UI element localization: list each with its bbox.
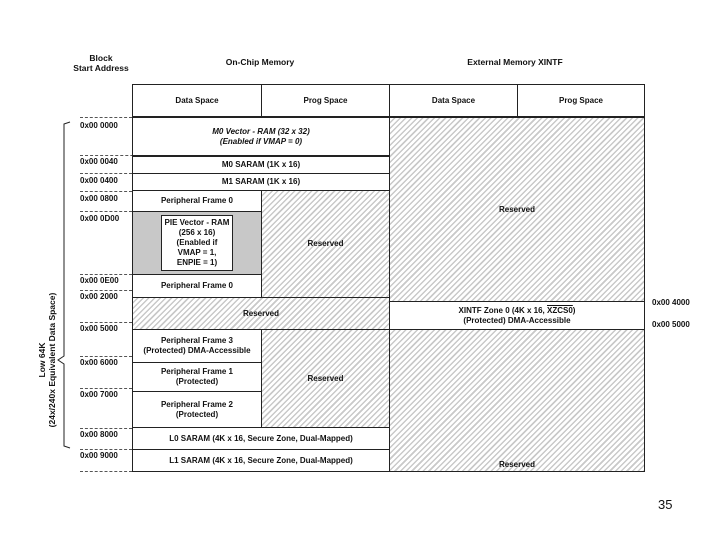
- reserved-prog-block-1: [261, 190, 390, 298]
- external-memory-header: External Memory XINTF: [467, 57, 563, 67]
- address-tick: [80, 428, 132, 429]
- reserved-label: Reserved: [242, 308, 280, 318]
- xintf-zone-0-line-2: (Protected) DMA-Accessible: [463, 315, 571, 325]
- m1-saram-block: M1 SARAM (1K x 16): [132, 173, 390, 191]
- address-label: 0x00 6000: [80, 358, 118, 367]
- address-label: 0x00 8000: [80, 430, 118, 439]
- xintf-zone-0-line-1: [459, 306, 576, 316]
- pie-vector-container: [132, 211, 262, 275]
- prog-space-header: Prog Space: [261, 84, 390, 117]
- address-tick: [80, 117, 132, 118]
- address-label: 0x00 0040: [80, 157, 118, 166]
- ext-reserved-block-1: [389, 117, 645, 302]
- ext-data-space-header: Data Space: [389, 84, 518, 117]
- pie-vector-ram-block: PIE Vector - RAM (256 x 16) (Enabled if VMAP = 1, ENPIE = 1): [161, 215, 234, 271]
- address-label: 0x00 0400: [80, 176, 118, 185]
- xintf-zone-0-text-end: ): [572, 305, 576, 315]
- m0-vector-ram-block: M0 Vector - RAM (32 x 32) (Enabled if VMAP = 0): [132, 117, 390, 156]
- address-label: 0x00 0000: [80, 121, 118, 130]
- address-tick: [80, 191, 132, 192]
- ext-prog-space-header: Prog Space: [517, 84, 645, 117]
- m0-saram-block: M0 SARAM (1K x 16): [132, 156, 390, 174]
- peripheral-frame-1-block: Peripheral Frame 1 (Protected): [132, 362, 262, 392]
- peripheral-frame-2-block: Peripheral Frame 2 (Protected): [132, 391, 262, 428]
- peripheral-frame-3-block: Peripheral Frame 3 (Protected) DMA-Accessible: [132, 329, 262, 363]
- xzcs0-signal: XZCS0: [547, 305, 573, 315]
- reserved-prog-block-2: [261, 329, 390, 428]
- address-tick: [80, 449, 132, 450]
- address-label: 0x00 2000: [80, 292, 118, 301]
- address-label: 0x00 9000: [80, 451, 118, 460]
- block-start-address-header: Block Start Address: [73, 53, 129, 73]
- reserved-label: Reserved: [498, 460, 536, 469]
- on-chip-memory-header: On-Chip Memory: [225, 57, 295, 67]
- address-tick: [80, 471, 132, 472]
- data-space-header: Data Space: [132, 84, 262, 117]
- address-label: 0x00 7000: [80, 390, 118, 399]
- address-tick: [80, 356, 132, 357]
- xintf-zone-0-block: [389, 301, 645, 330]
- low-64k-label: Low 64K (24x/240x Equivalent Data Space): [37, 292, 57, 428]
- address-tick: [80, 274, 132, 275]
- reserved-mid-block: [132, 297, 390, 330]
- reserved-label: Reserved: [307, 373, 344, 383]
- address-label: 0x00 0E00: [80, 276, 119, 285]
- address-tick: [80, 322, 132, 323]
- ext-reserved-block-2: [389, 329, 645, 472]
- peripheral-frame-0-block-2: Peripheral Frame 0: [132, 274, 262, 298]
- address-label: 0x00 0800: [80, 194, 118, 203]
- address-tick: [80, 290, 132, 291]
- reserved-label: Reserved: [498, 204, 536, 214]
- l1-saram-block: L1 SARAM (4K x 16, Secure Zone, Dual-Mapped): [132, 449, 390, 472]
- page-number: 35: [658, 497, 673, 512]
- address-label: 0x00 5000: [80, 324, 118, 333]
- address-tick: [80, 173, 132, 174]
- address-label-right: 0x00 5000: [652, 320, 690, 329]
- l0-saram-block: L0 SARAM (4K x 16, Secure Zone, Dual-Mapped): [132, 427, 390, 450]
- peripheral-frame-0-block: Peripheral Frame 0: [132, 190, 262, 212]
- address-label-right: 0x00 4000: [652, 298, 690, 307]
- xintf-zone-0-text: XINTF Zone 0 (4K x 16,: [458, 305, 547, 315]
- address-tick: [80, 388, 132, 389]
- reserved-label: Reserved: [307, 239, 344, 248]
- address-label: 0x00 0D00: [80, 214, 120, 223]
- address-tick: [80, 211, 132, 212]
